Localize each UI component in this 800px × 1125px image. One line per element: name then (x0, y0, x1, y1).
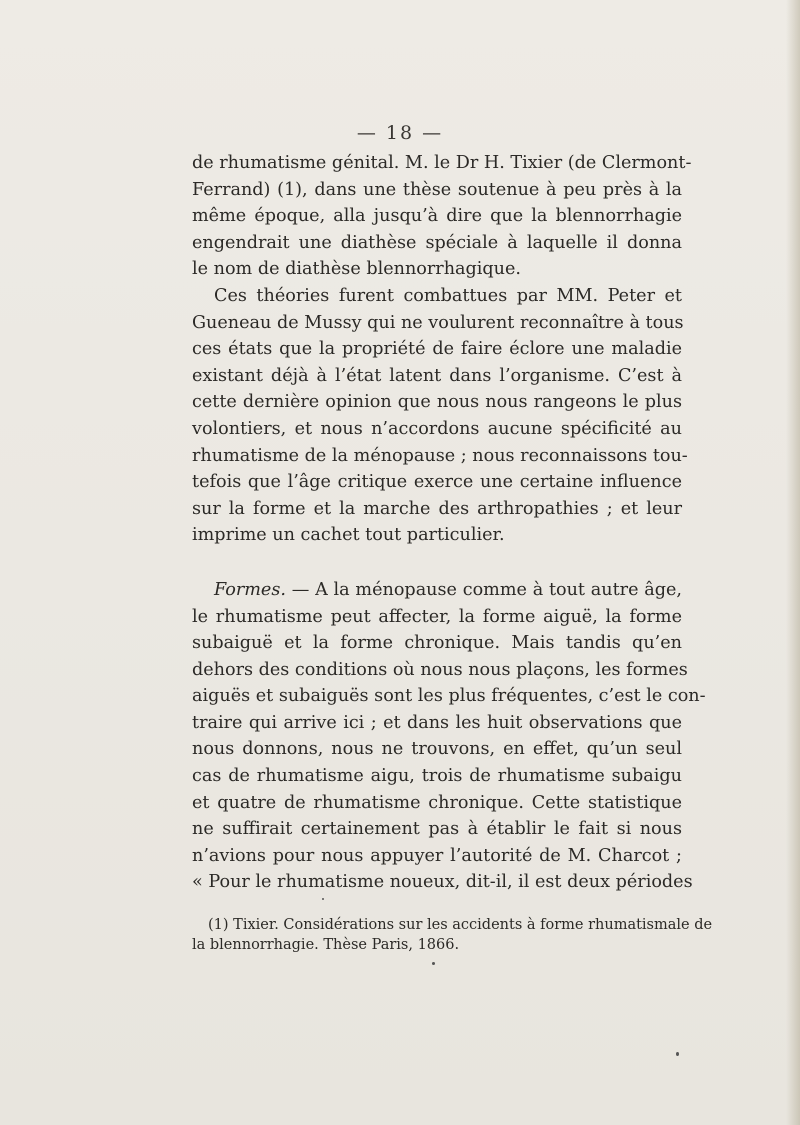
text-line: Ces théories furent combattues par MM. Peter et (214, 285, 682, 306)
text-line: n’avions pour nous appuyer l’autorité de M. Charcot ; (192, 845, 682, 866)
text-line: Ferrand) (1), dans une thèse soutenue à peu près à la (192, 179, 682, 200)
footnote-line: la blennorrhagie. Thèse Paris, 1866. (192, 937, 460, 953)
section-heading: Formes. (214, 579, 286, 600)
text-line: subaiguë et la forme chronique. Mais tandis qu’en (192, 633, 682, 654)
text-line: rhumatisme de la ménopause ; nous reconnaissons tou- (192, 445, 688, 466)
text-line: aiguës et subaiguës sont les plus fréquentes, c’est le con- (192, 686, 706, 707)
text-line: ne suffirait certainement pas à établir le fait si nous (192, 819, 682, 840)
text-line (192, 577, 682, 604)
paper-speck (432, 962, 435, 965)
text-line: existant déjà à l’état latent dans l’organisme. C’est à (192, 365, 682, 386)
body-text (192, 150, 706, 896)
text-line: dehors des conditions où nous nous plaçons, les formes (192, 659, 688, 680)
text-line: le rhumatisme peut affecter, la forme aiguë, la forme (192, 606, 682, 627)
paragraph-gap (192, 549, 682, 577)
text-line: « Pour le rhumatisme noueux, dit-il, il est deux périodes (192, 872, 693, 893)
footnote (192, 915, 713, 955)
text-line: imprime un cachet tout particulier. (192, 525, 505, 546)
paragraph-3 (192, 577, 706, 896)
text-line: ces états que la propriété de faire éclore une maladie (192, 339, 682, 360)
text-line: traire qui arrive ici ; et dans les huit observations que (192, 712, 682, 733)
text-line: même époque, alla jusqu’à dire que la blennorrhagie (192, 206, 682, 227)
section-text: — A la ménopause comme à tout autre âge, (285, 579, 682, 600)
page-number: — 18 — (356, 122, 444, 144)
text-line: le nom de diathèse blennorrhagique. (192, 259, 522, 280)
footnote-line: (1) Tixier. Considérations sur les accidents à forme rhumatismale de (208, 917, 713, 933)
text-line: et quatre de rhumatisme chronique. Cette statistique (192, 792, 682, 813)
text-line: tefois que l’âge critique exerce une certaine influence (192, 472, 682, 493)
text-line: nous donnons, nous ne trouvons, en effet, qu’un seul (192, 739, 682, 760)
text-line: Gueneau de Mussy qui ne voulurent reconnaître à tous (192, 312, 684, 333)
text-line: cette dernière opinion que nous nous rangeons le plus (192, 392, 682, 413)
paper-speck (676, 1052, 679, 1056)
page-edge-shadow (786, 0, 800, 1125)
text-line: cas de rhumatisme aigu, trois de rhumatisme subaigu (192, 766, 682, 787)
text-line: engendrait une diathèse spéciale à laquelle il donna (192, 232, 682, 253)
paper-speck (322, 898, 324, 900)
paragraph-1 (192, 150, 692, 283)
text-line: sur la forme et la marche des arthropathies ; et leur (192, 498, 682, 519)
paragraph-2 (192, 283, 688, 549)
text-line: de rhumatisme génital. M. le Dr H. Tixier (de Clermont- (192, 153, 692, 173)
text-line: volontiers, et nous n’accordons aucune spécificité au (192, 418, 682, 439)
